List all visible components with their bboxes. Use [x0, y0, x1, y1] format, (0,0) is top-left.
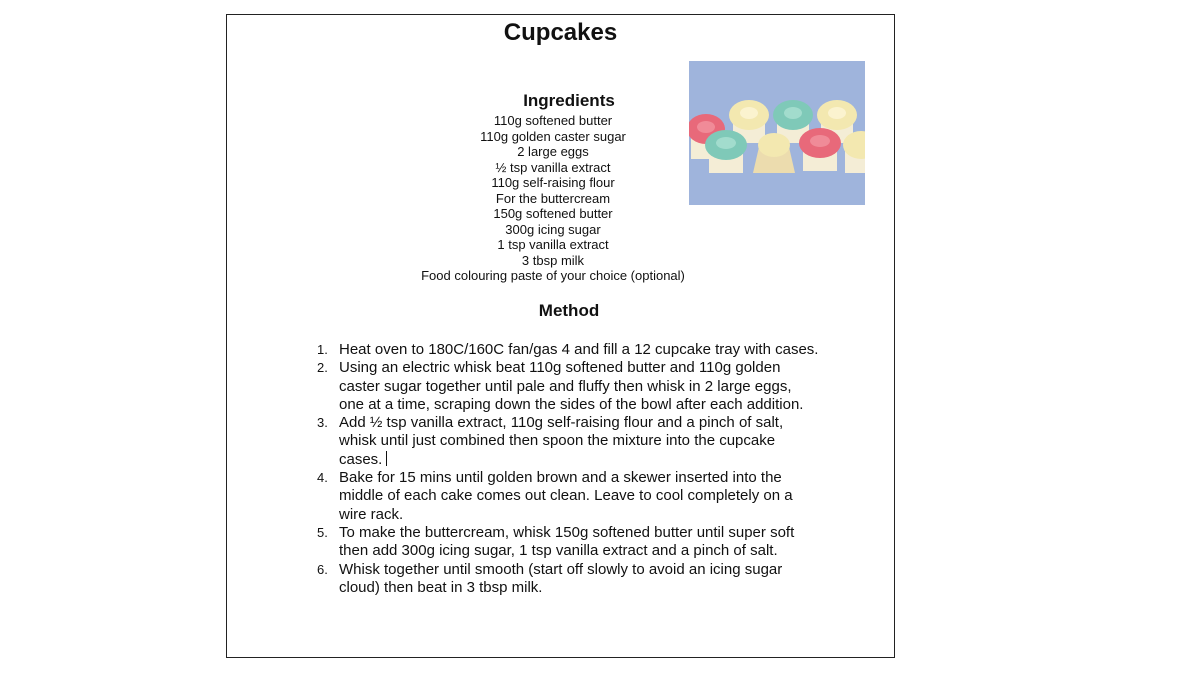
ingredient-item: 3 tbsp milk — [521, 252, 585, 268]
cupcake-front-3 — [799, 128, 841, 171]
step-number: 1. — [317, 342, 328, 357]
step-text: Bake for 15 mins until golden brown and a skewer inserted into the middle of each cake comes out clean. Leave to cool completely on a wire rack. — [339, 469, 793, 523]
step-number: 3. — [317, 415, 328, 431]
step-number: 4. — [317, 470, 328, 486]
step-text: Add ½ tsp vanilla extract, 110g self-raising flour and a pinch of salt, whisk until just combined then spoon the mixture into the cupcake cases. — [339, 414, 784, 468]
method-step — [309, 414, 819, 469]
ingredient-item: 110g golden caster sugar — [480, 128, 626, 144]
ingredients-list — [357, 113, 749, 284]
document-page — [226, 14, 895, 658]
method-step — [309, 359, 819, 414]
ingredient-item: 2 large eggs — [517, 144, 589, 159]
method-step — [309, 341, 819, 359]
method-step — [309, 561, 819, 598]
ingredient-item: Food colouring paste of your choice (optional) — [421, 268, 685, 283]
step-text: Heat oven to 180C/160C fan/gas 4 and fill a 12 cupcake tray with cases. — [339, 341, 819, 358]
method-step — [309, 524, 819, 561]
step-number: 2. — [317, 360, 328, 376]
ingredient-item: 300g icing sugar — [505, 221, 601, 237]
ingredient-item: ½ tsp vanilla extract — [495, 159, 611, 175]
ingredient-item: 1 tsp vanilla extract — [497, 237, 609, 252]
cupcake-front-4 — [843, 131, 865, 173]
ingredients-heading: Ingredients — [523, 91, 615, 110]
step-number: 6. — [317, 561, 328, 577]
method-heading: Method — [538, 301, 600, 320]
ingredient-subheading: For the buttercream — [495, 190, 611, 206]
ingredient-item: 150g softened butter — [493, 206, 613, 221]
page-title: Cupcakes — [503, 19, 618, 46]
step-text: Whisk together until smooth (start off slowly to avoid an icing sugar cloud) then beat in 3 tbsp milk. — [339, 560, 783, 596]
step-number: 5. — [317, 524, 328, 540]
ingredient-item: 110g self-raising flour — [491, 175, 615, 190]
ingredient-item: 110g softened butter — [493, 113, 613, 128]
text-cursor — [386, 451, 387, 466]
step-text: Using an electric whisk beat 110g softened butter and 110g golden caster sugar together until pale and fluffy then whisk in 2 large eggs, one at a time, scraping down the sides of the bowl after each addition. — [339, 359, 804, 413]
method-step — [309, 469, 819, 524]
step-text: To make the buttercream, whisk 150g softened butter until super soft then add 300g icing sugar, 1 tsp vanilla extract and a pinch of salt. — [339, 523, 795, 560]
method-list — [309, 341, 819, 597]
